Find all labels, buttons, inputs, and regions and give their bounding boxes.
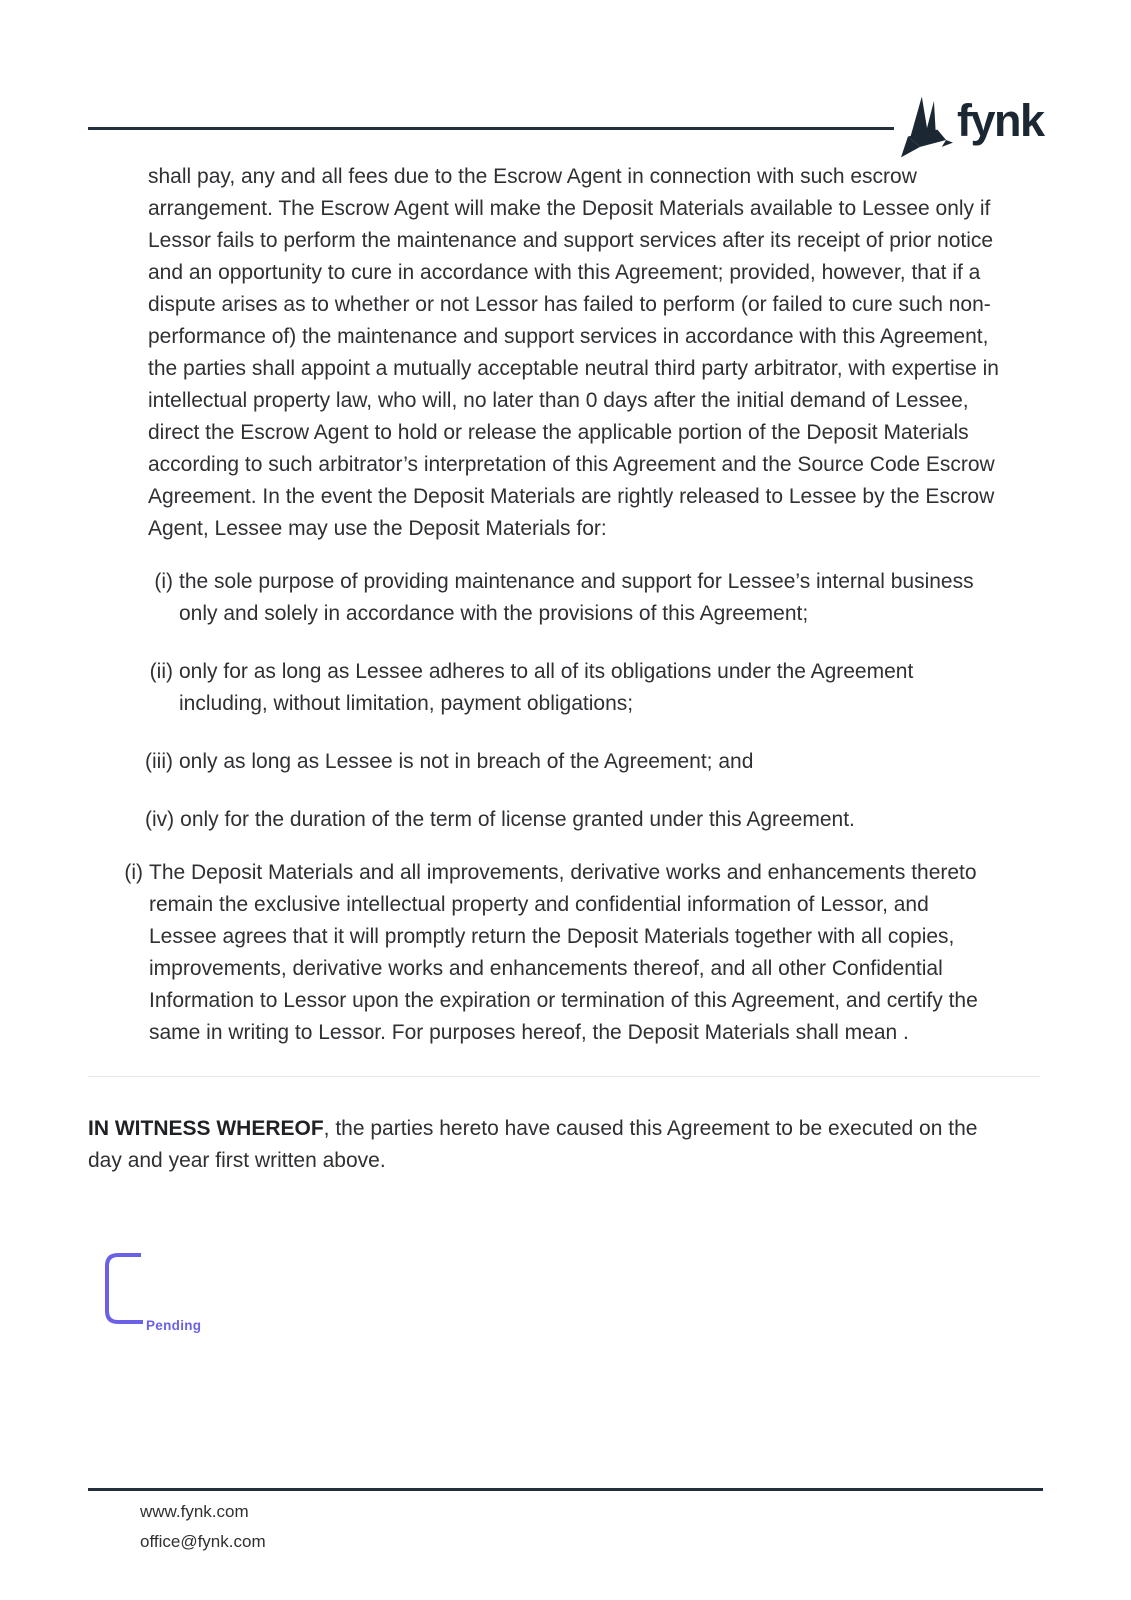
document-body [88, 161, 1010, 1198]
list-item-iii [145, 746, 999, 778]
footer-website: www.fynk.com [140, 1502, 249, 1521]
header-rule [88, 127, 894, 130]
list-marker: (iv) [145, 808, 175, 831]
section-divider [88, 1076, 1040, 1077]
list-text: only for as long as Lessee adheres to all of its obligations under the Agreement including, without limitation, payment obligations; [179, 660, 914, 715]
footer-rule [88, 1488, 1043, 1491]
witness-rest-text: , the parties hereto have caused this Agreement to be executed on the day and year first written above. [88, 1117, 978, 1172]
signature-bracket-icon [101, 1252, 149, 1328]
list-marker: (ii) [149, 660, 173, 683]
list-marker: (i) [154, 570, 173, 593]
signature-field[interactable] [101, 1252, 301, 1342]
footer-contact [140, 1497, 266, 1557]
clause-marker: (i) [124, 861, 143, 884]
fynk-origami-crane-icon [901, 94, 953, 160]
escrow-paragraph: shall pay, any and all fees due to the Escrow Agent in connection with such escrow arrangement. The Escrow Agent will make the Deposit Materials available to Lessee only if Lessor fails to perform the maintenance and support services after its receipt of prior notice and an opportunity to cure in accordance with this Agreement; provided, however, that if a dispute arises as to whether or not Lessor has failed to perform (or failed to cure such non-performance of) the maintenance and support services in accordance with this Agreement, the parties shall appoint a mutually acceptable neutral third party arbitrator, with expertise in intellectual property law, who will, no later than 0 days after the initial demand of Lessee, direct the Escrow Agent to hold or release the applicable portion of the Deposit Materials according to such arbitrator’s interpretation of this Agreement and the Source Code Escrow Agreement. In the event the Deposit Materials are rightly released to Lessee by the Escrow Agent, Lessee may use the Deposit Materials for: [148, 165, 999, 540]
list-text: the sole purpose of providing maintenance and support for Lessee’s internal business only and solely in accordance with the provisions of this Agreement; [179, 570, 974, 625]
list-item-iv [145, 804, 999, 836]
list-item-ii [145, 656, 999, 720]
list-item-i [145, 566, 999, 630]
list-marker: (iii) [145, 750, 173, 773]
list-text: only as long as Lessee is not in breach of the Agreement; and [179, 750, 754, 773]
deposit-materials-clause [123, 857, 999, 1049]
signature-status-badge[interactable]: Pending [146, 1318, 202, 1333]
footer-email: office@fynk.com [140, 1532, 266, 1551]
witness-paragraph [88, 1113, 1010, 1177]
clause-text: The Deposit Materials and all improvements, derivative works and enhancements thereto remain the exclusive intellectual property and confidential information of Lessor, and Lessee agrees that it will promptly return the Deposit Materials together with all copies, improvements, derivative works and enhancements thereof, and all other Confidential Information to Lessor upon the expiration or termination of this Agreement, and certify the same in writing to Lessor. For purposes hereof, the Deposit Materials shall mean . [149, 861, 978, 1044]
list-text: only for the duration of the term of license granted under this Agreement. [180, 808, 855, 831]
witness-bold-text: IN WITNESS WHEREOF [88, 1117, 324, 1140]
fynk-logo-text: fynk [957, 95, 1044, 146]
